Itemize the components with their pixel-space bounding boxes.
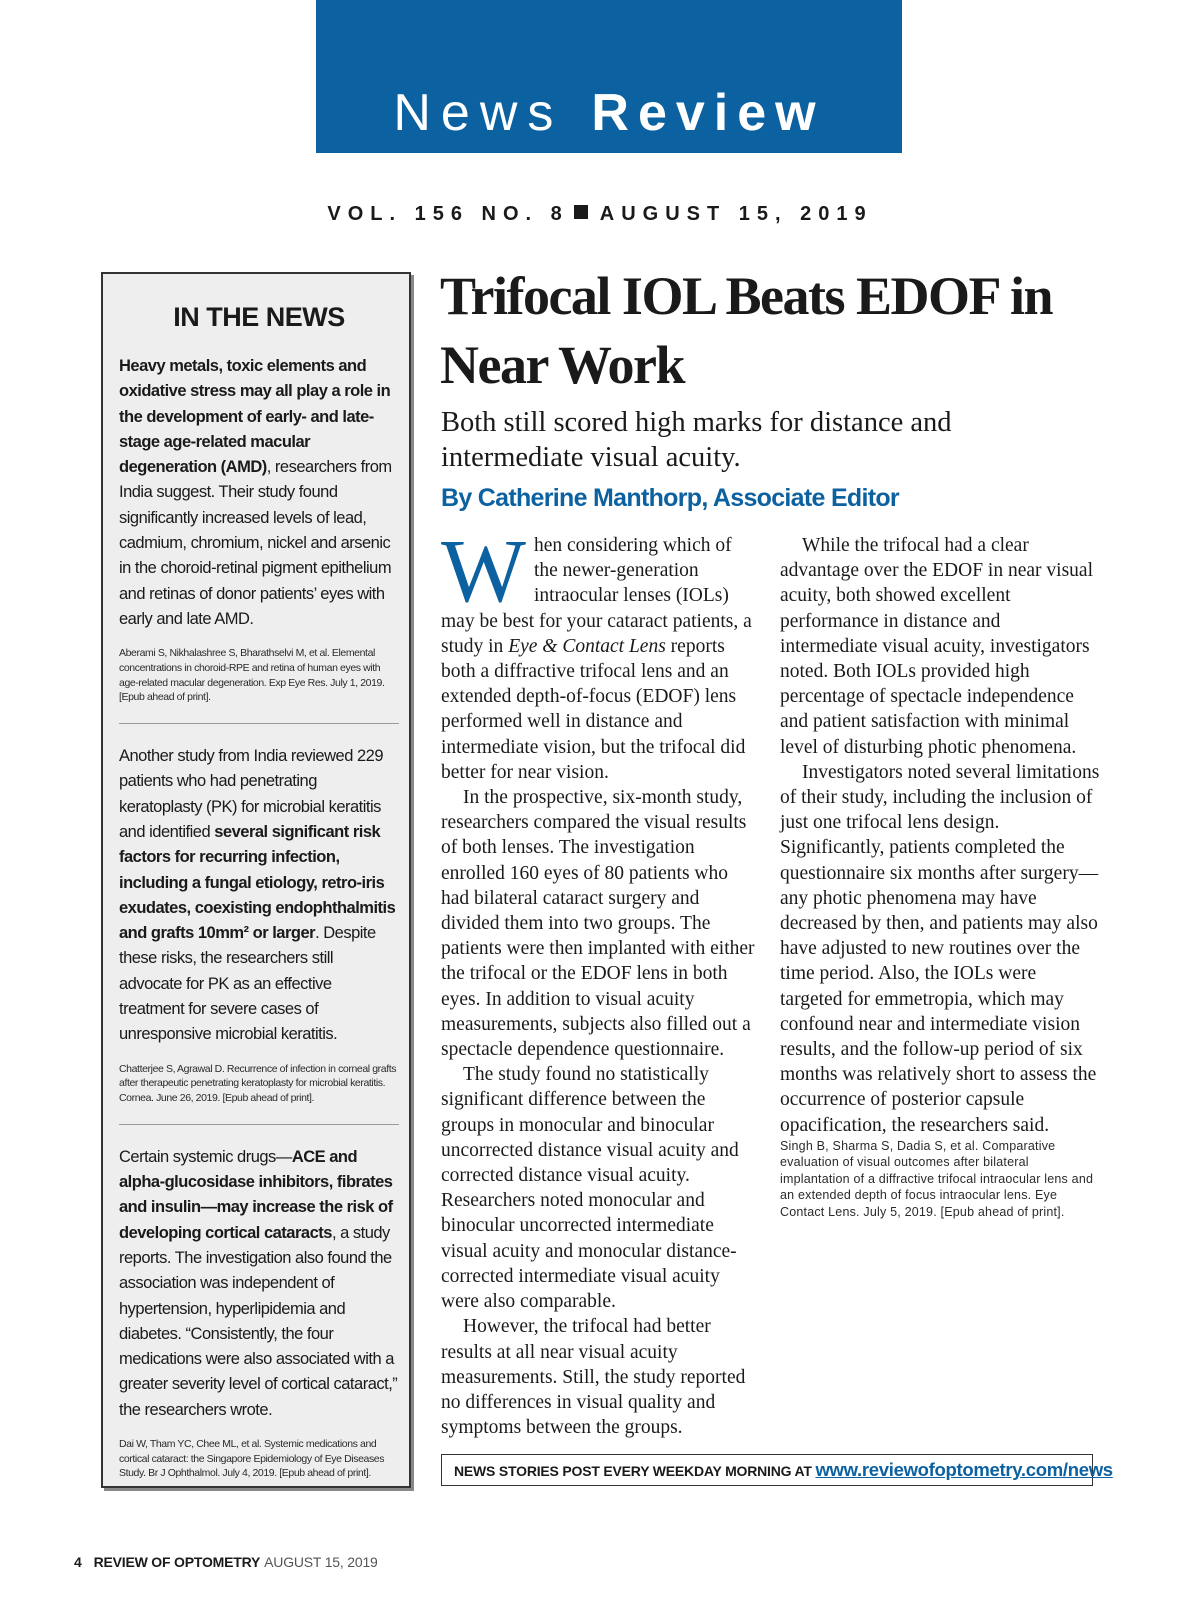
article-paragraph-1-text-a: hen considering which of the newer-generation intraocular lenses (IOLs) may be best for your cataract patients, a study in (441, 535, 752, 657)
sidebar-item-cataract-highlight: ACE and alpha-glucosidase inhibitors, fibrates and insulin—may increase the risk of developing cortical cataracts (119, 1147, 393, 1242)
article-byline: By Catherine Manthorp, Associate Editor (441, 484, 899, 512)
sidebar-item-cataract (119, 1145, 399, 1423)
article-paragraph-3: The study found no statistically significant difference between the groups in monocular and binocular uncorrected distance visual acuity and corrected distance visual acuity. Researchers noted monocular and binocular uncorrected intermediate visual acuity and monocular distance-corrected intermediate visual acuity were also comparable. (441, 1064, 739, 1313)
sidebar-item-keratoplasty-text-2: . Despite these risks, the researchers still advocate for PK as an effective treatment for severe cases of unresponsive microbial keratitis. (119, 924, 376, 1044)
magazine-name: REVIEW OF OPTOMETRY (93, 1554, 261, 1570)
sidebar-title: IN THE NEWS (173, 302, 345, 332)
article-deck: Both still scored high marks for distance and intermediate visual acuity. (441, 407, 952, 473)
article-paragraph-1-text-b: reports both a diffractive trifocal lens and an extended depth-of-focus (EDOF) lens performed well in distance and intermediate vision, but the trifocal did better for near vision. (441, 635, 746, 783)
article-column-right (780, 533, 1100, 1220)
article-paragraph-2: In the prospective, six-month study, researchers compared the visual results of both lenses. The investigation enrolled 160 eyes of 80 patients who had bilateral cataract surgery and divided them into two groups. The patients were then implanted with either the trifocal or the EDOF lens in both eyes. In addition to visual acuity measurements, subjects also filled out a spectacle dependence questionnaire. (441, 787, 755, 1061)
sidebar-item-keratoplasty-highlight: several significant risk factors for recurring infection, including a fungal etiology, retro-iris exudates, coexisting endophthalmitis and grafts 10mm² or larger (119, 822, 396, 943)
square-bullet-icon (574, 205, 588, 219)
sidebar-item-amd (119, 354, 399, 632)
article-reference: Singh B, Sharma S, Dadia S, et al. Comparative evaluation of visual outcomes after bilateral implantation of a diffractive trifocal intraocular lens and an extended depth of focus intraocular lens. Eye Contact Lens. July 5, 2019. [Epub ahead of print]. (780, 1138, 1094, 1219)
page-number: 4 (74, 1554, 82, 1570)
section-title-news: News (393, 84, 564, 142)
section-title-review: Review (591, 84, 825, 142)
section-banner (316, 0, 902, 153)
issue-date: AUGUST 15, 2019 (599, 203, 873, 225)
footer-date: AUGUST 15, 2019 (264, 1554, 378, 1570)
sidebar-item-amd-text: , researchers from India suggest. Their study found significantly increased levels of lead, cadmium, chromium, nickel and arsenic in the choroid-retinal pigment epithelium and retinas of donor patients’ eyes with early and late AMD. (119, 458, 392, 628)
journal-name: Eye & Contact Lens (508, 635, 666, 657)
sidebar-item-amd-highlight: Heavy metals, toxic elements and oxidative stress may all play a role in the development of early- and late-stage age-related macular degeneration (AMD) (119, 357, 391, 477)
article-column-left (441, 522, 756, 1440)
sidebar-content (119, 274, 399, 1481)
sidebar-item-amd-reference: Aberami S, Nikhalashree S, Bharathselvi M, et al. Elemental concentrations in choroid-RPE and retina of human eyes with age-related macular degeneration. Exp Eye Res. July 1, 2019. [Epub ahead of print]. (119, 647, 385, 704)
article-paragraph-5: While the trifocal had a clear advantage over the EDOF in near visual acuity, both showed excellent performance in distance and intermediate visual acuity, investigators noted. Both IOLs provided high percentage of spectacle independence and patient satisfaction with minimal level of disturbing photic phenomena. (780, 535, 1093, 758)
article-paragraph-6: Investigators noted several limitations of their study, including the inclusion of just one trifocal lens design. Significantly, patients completed the questionnaire six months after surgery—any photic phenomena may have decreased by then, and patients may also have adjusted to new routines over the time period. Also, the IOLs were targeted for emmetropia, which may confound near and intermediate vision results, and the follow-up period of six months was relatively short to assess the occurrence of posterior capsule opacification, the researchers said. (780, 761, 1100, 1136)
article-headline: Trifocal IOL Beats EDOF in Near Work (440, 266, 1053, 395)
sidebar-item-cataract-text-1: Certain systemic drugs— (119, 1147, 292, 1166)
article-paragraph-4: However, the trifocal had better results at all near visual acuity measurements. Still, the study reported no differences in visual quality and symptoms between the groups. (441, 1316, 746, 1439)
page-footer (74, 1553, 378, 1571)
article-paragraph-1 (441, 522, 756, 785)
sidebar-item-keratoplasty-text-1: Another study from India reviewed 229 patients who had penetrating keratoplasty (PK) for microbial keratitis and identified (119, 747, 383, 841)
sidebar-item-cataract-text-2: , a study reports. The investigation also found the association was independent of hypertension, hyperlipidemia and diabetes. “Consistently, the four medications were also associated with a greater severity level of cortical cataract,” the researchers wrote. (119, 1223, 398, 1419)
sidebar-item-keratoplasty (119, 744, 399, 1048)
news-stories-banner (441, 1454, 1113, 1486)
sidebar-item-keratoplasty-reference: Chatterjee S, Agrawal D. Recurrence of infection in corneal grafts after therapeutic penetrating keratoplasty for microbial keratitis. Cornea. June 26, 2019. [Epub ahead of print]. (119, 1062, 397, 1105)
sidebar-divider (119, 1124, 399, 1125)
sidebar-divider (119, 723, 399, 724)
issue-line (0, 202, 1200, 226)
drop-cap: W (441, 522, 526, 621)
news-stories-text: NEWS STORIES POST EVERY WEEKDAY MORNING AT (454, 1463, 812, 1479)
in-the-news-sidebar (101, 272, 411, 1488)
section-title (316, 82, 902, 144)
news-stories-link[interactable]: www.reviewofoptometry.com/news (815, 1459, 1113, 1480)
sidebar-item-cataract-reference: Dai W, Tham YC, Chee ML, et al. Systemic medications and cortical cataract: the Singapore Epidemiology of Eye Diseases Study. Br J Ophthalmol. July 4, 2019. [Epub ahead of print]. (119, 1438, 385, 1480)
issue-volume: VOL. 156 NO. 8 (327, 203, 569, 225)
